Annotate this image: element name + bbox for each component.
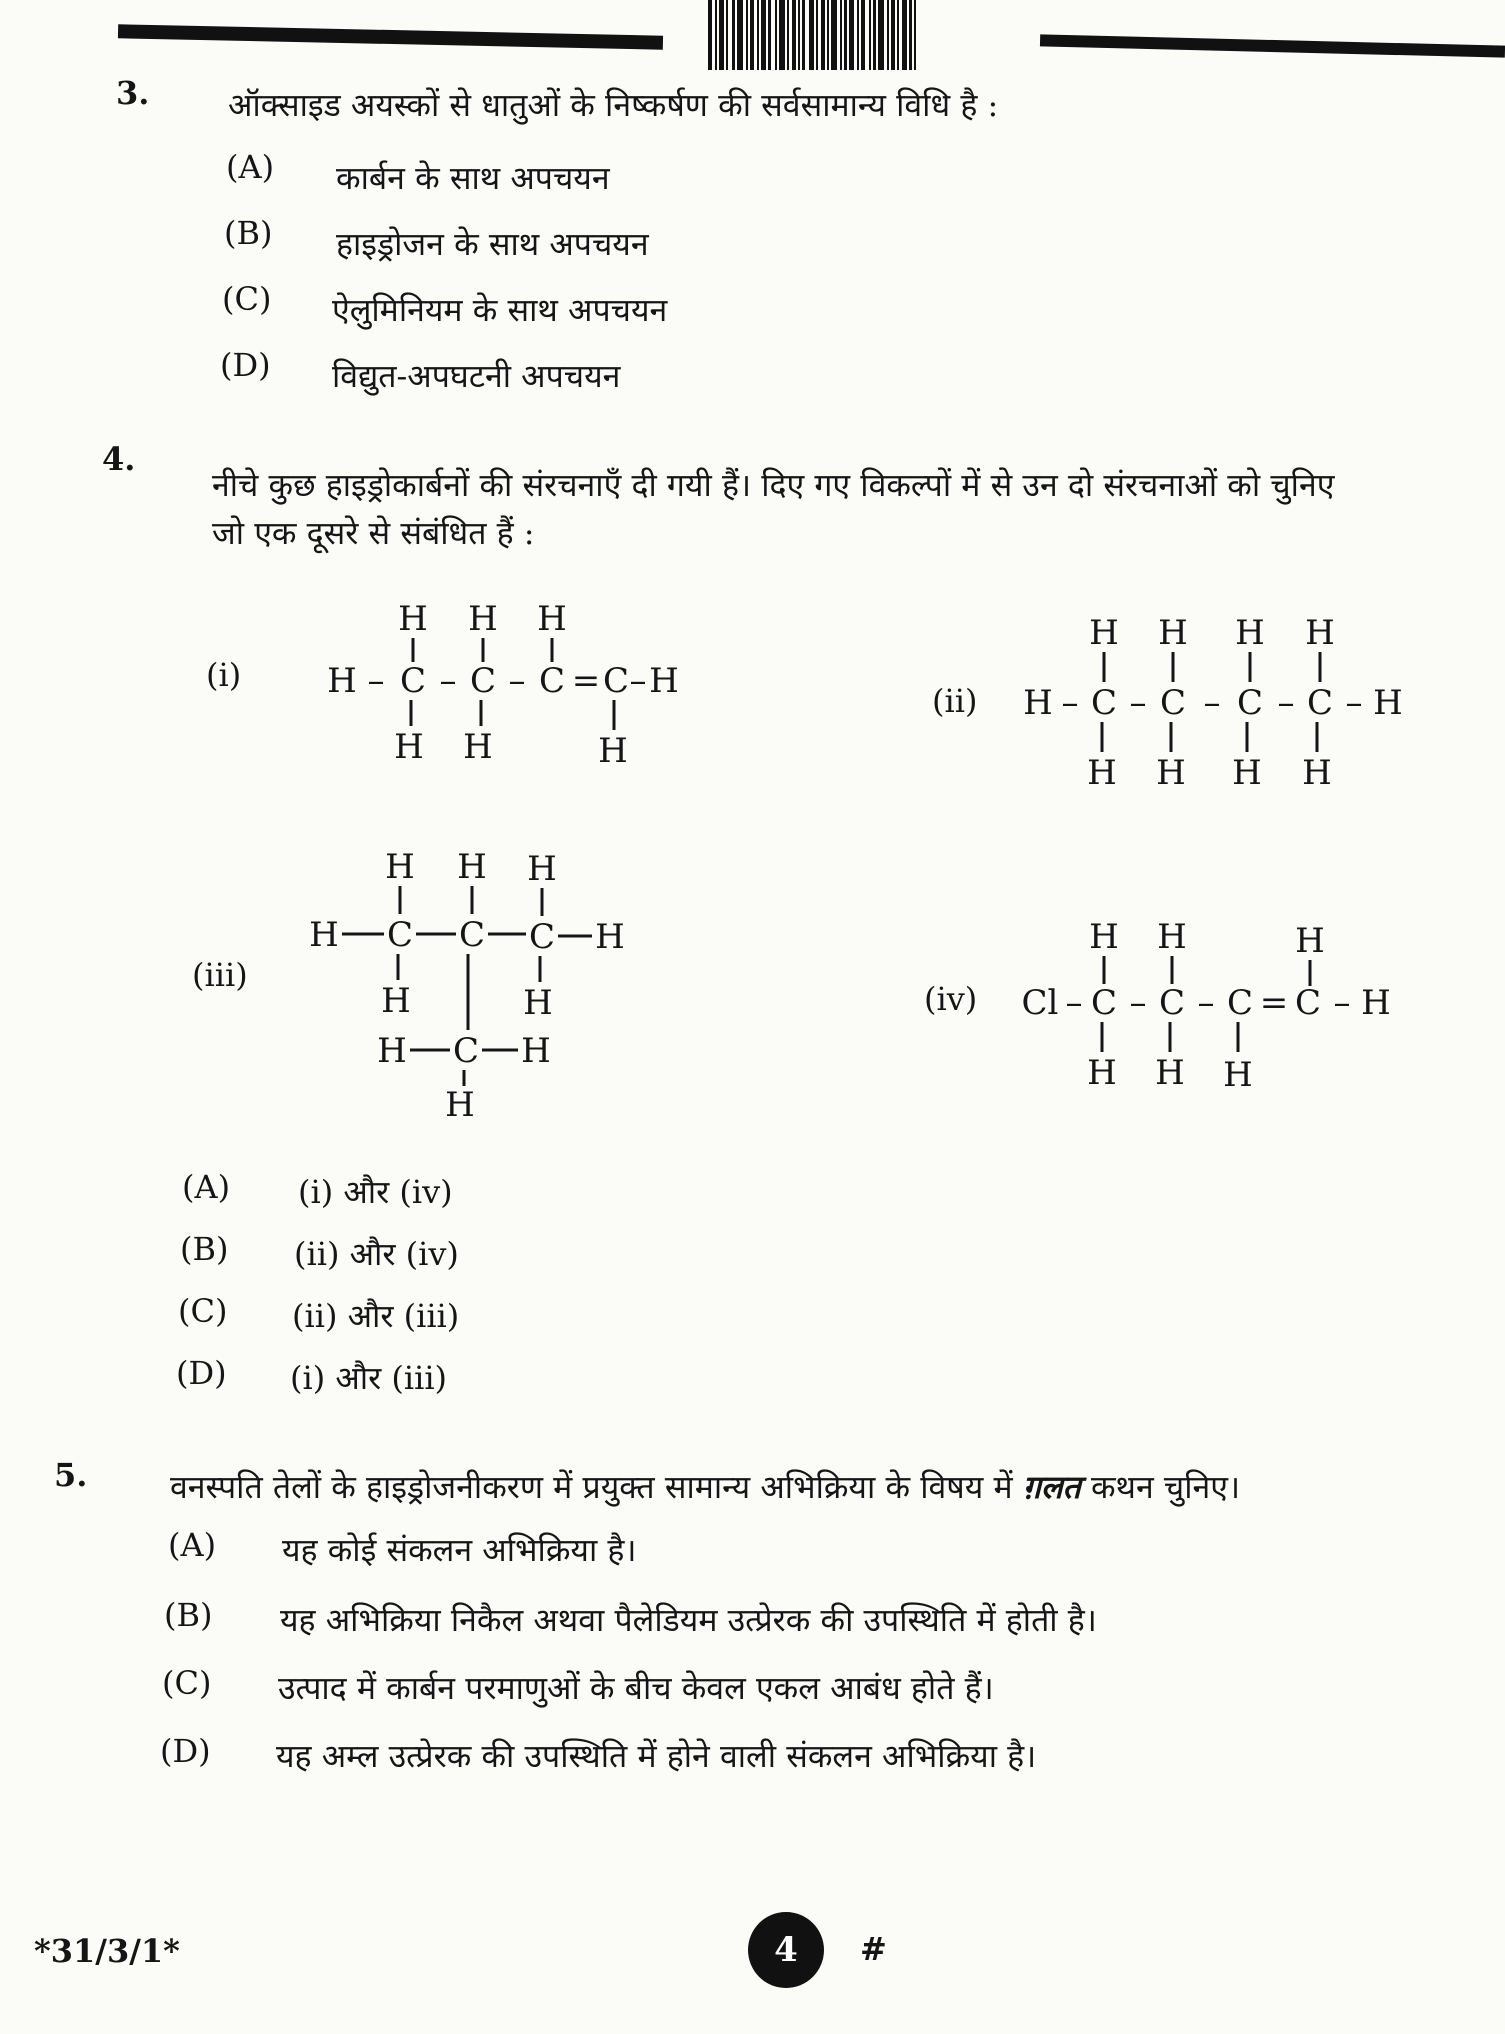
- svg-text:H: H: [394, 727, 424, 767]
- svg-text:H: H: [1155, 1053, 1185, 1090]
- svg-text:H: H: [1235, 613, 1265, 653]
- svg-text:H: H: [537, 599, 567, 639]
- svg-text:H: H: [1156, 753, 1186, 784]
- header-bar-left: [118, 24, 663, 49]
- q5-option-b-label: (B): [164, 1596, 213, 1634]
- svg-text:H: H: [1087, 753, 1117, 784]
- svg-text:–: –: [1277, 683, 1295, 723]
- svg-text:H: H: [1295, 921, 1325, 961]
- svg-text:C: C: [1090, 983, 1118, 1023]
- svg-text:H: H: [1232, 753, 1262, 784]
- svg-text:–: –: [1203, 683, 1221, 723]
- structure-ii-diagram: [1016, 604, 1436, 784]
- svg-text:–: –: [508, 661, 526, 701]
- q5-question-after: कथन चुनिए।: [1080, 1468, 1241, 1506]
- q5-option-a-text: यह कोई संकलन अभिक्रिया है।: [282, 1531, 637, 1569]
- q3-option-c-label: (C): [222, 280, 272, 318]
- q5-option-c-text: उत्पाद में कार्बन परमाणुओं के बीच केवल एकल आबंध होते हैं।: [278, 1669, 994, 1707]
- header-bar-right: [1040, 34, 1505, 57]
- svg-text:H: H: [1361, 983, 1391, 1023]
- svg-text:=: =: [1259, 983, 1289, 1023]
- structure-iii-diagram: [296, 840, 636, 1120]
- svg-text:C: C: [1090, 683, 1118, 723]
- svg-text:H: H: [1089, 613, 1119, 653]
- svg-text:H: H: [468, 599, 498, 639]
- svg-text:–: –: [1061, 683, 1079, 723]
- svg-text:C: C: [469, 661, 497, 701]
- svg-text:H: H: [445, 1085, 475, 1120]
- q4-option-b-label: (B): [180, 1230, 229, 1268]
- svg-text:–: –: [1129, 683, 1147, 723]
- q3-option-d-text: विद्युत-अपघटनी अपचयन: [332, 357, 621, 395]
- structure-i-label: (i): [206, 656, 242, 694]
- svg-text:C: C: [399, 661, 427, 701]
- q5-option-c-label: (C): [162, 1664, 212, 1702]
- structure-ii-label: (ii): [932, 682, 978, 720]
- svg-text:C: C: [386, 915, 414, 955]
- svg-text:H: H: [1087, 1053, 1117, 1090]
- svg-text:–: –: [1345, 683, 1363, 723]
- svg-text:C: C: [1236, 683, 1264, 723]
- page-number-badge: [748, 1912, 824, 1988]
- q4-question-line1: नीचे कुछ हाइड्रोकार्बनों की संरचनाएँ दी गयी हैं। दिए गए विकल्पों में से उन दो संरचनाओं को चुनिए: [212, 466, 1335, 504]
- q4-option-a-label: (A): [182, 1168, 231, 1206]
- q5-question-before: वनस्पति तेलों के हाइड्रोजनीकरण में प्रयुक्त सामान्य अभिक्रिया के विषय में: [170, 1468, 1023, 1506]
- q4-option-a-text: (i) और (iv): [298, 1173, 453, 1211]
- q5-number: 5.: [54, 1456, 88, 1494]
- svg-text:H: H: [595, 917, 625, 957]
- svg-text:C: C: [538, 661, 566, 701]
- svg-text:C: C: [1294, 983, 1322, 1023]
- svg-text:H: H: [398, 599, 428, 639]
- svg-text:H: H: [381, 981, 411, 1021]
- q4-question-line2: जो एक दूसरे से संबंधित हैं :: [212, 514, 535, 552]
- svg-text:H: H: [463, 727, 493, 767]
- hash-mark: #: [860, 1930, 887, 1968]
- svg-text:C: C: [1226, 983, 1254, 1023]
- q3-option-b-label: (B): [224, 214, 273, 252]
- svg-text:–: –: [1065, 983, 1083, 1023]
- svg-text:–: –: [1197, 983, 1215, 1023]
- svg-text:–: –: [367, 661, 385, 701]
- svg-text:C: C: [1159, 683, 1187, 723]
- q3-option-b-text: हाइड्रोजन के साथ अपचयन: [336, 225, 649, 263]
- svg-text:–: –: [439, 661, 457, 701]
- svg-text:C: C: [528, 917, 556, 957]
- svg-text:–: –: [1333, 983, 1351, 1023]
- page-number: 4: [774, 1930, 798, 1970]
- structure-i-diagram: [320, 590, 680, 770]
- svg-text:H: H: [457, 847, 487, 887]
- svg-text:H: H: [523, 983, 553, 1023]
- q5-question-emphasis: ग़लत: [1022, 1468, 1081, 1506]
- q3-option-a-label: (A): [226, 148, 275, 186]
- svg-text:C: C: [458, 915, 486, 955]
- q4-option-d-label: (D): [176, 1354, 227, 1392]
- svg-text:H: H: [1089, 917, 1119, 957]
- q3-question-text: ऑक्साइड अयस्कों से धातुओं के निष्कर्षण की सर्वसामान्य विधि है :: [228, 86, 999, 124]
- q3-option-a-text: कार्बन के साथ अपचयन: [336, 159, 610, 197]
- svg-text:H: H: [649, 661, 679, 701]
- svg-text:C: C: [1306, 683, 1334, 723]
- svg-text:C: C: [602, 661, 630, 701]
- svg-text:H: H: [385, 847, 415, 887]
- q5-question-text: [170, 1462, 1240, 1512]
- svg-text:H: H: [377, 1031, 407, 1071]
- q5-option-d-label: (D): [160, 1732, 211, 1770]
- svg-text:H: H: [1157, 917, 1187, 957]
- svg-text:C: C: [452, 1031, 480, 1071]
- svg-text:H: H: [1305, 613, 1335, 653]
- svg-text:H: H: [327, 661, 357, 701]
- structure-iv-diagram: [1012, 900, 1432, 1090]
- barcode: [708, 0, 998, 70]
- q4-option-b-text: (ii) और (iv): [294, 1235, 459, 1273]
- svg-text:Cl: Cl: [1021, 983, 1059, 1023]
- paper-code: *31/3/1*: [34, 1932, 180, 1970]
- q5-option-b-text: यह अभिक्रिया निकैल अथवा पैलेडियम उत्प्रेरक की उपस्थिति में होती है।: [280, 1601, 1097, 1639]
- q4-number: 4.: [102, 440, 136, 478]
- svg-text:H: H: [1158, 613, 1188, 653]
- structure-iii-label: (iii): [192, 956, 248, 994]
- q3-option-c-text: ऐलुमिनियम के साथ अपचयन: [332, 291, 668, 329]
- q3-option-d-label: (D): [220, 346, 271, 384]
- svg-text:H: H: [309, 915, 339, 955]
- svg-text:H: H: [521, 1031, 551, 1071]
- svg-text:H: H: [1023, 683, 1053, 723]
- svg-text:–: –: [1129, 983, 1147, 1023]
- svg-text:H: H: [598, 731, 628, 770]
- q5-option-d-text: यह अम्ल उत्प्रेरक की उपस्थिति में होने वाली संकलन अभिक्रिया है।: [276, 1737, 1037, 1775]
- svg-text:H: H: [527, 849, 557, 889]
- svg-text:C: C: [1158, 983, 1186, 1023]
- svg-text:H: H: [1223, 1055, 1253, 1090]
- svg-text:–: –: [629, 661, 647, 701]
- svg-text:H: H: [1373, 683, 1403, 723]
- svg-text:=: =: [571, 661, 601, 701]
- q4-option-c-text: (ii) और (iii): [292, 1297, 460, 1335]
- q4-option-d-text: (i) और (iii): [290, 1359, 448, 1397]
- svg-text:H: H: [1302, 753, 1332, 784]
- structure-iv-label: (iv): [924, 980, 978, 1018]
- q3-number: 3.: [116, 74, 150, 112]
- q4-option-c-label: (C): [178, 1292, 228, 1330]
- q5-option-a-label: (A): [168, 1526, 217, 1564]
